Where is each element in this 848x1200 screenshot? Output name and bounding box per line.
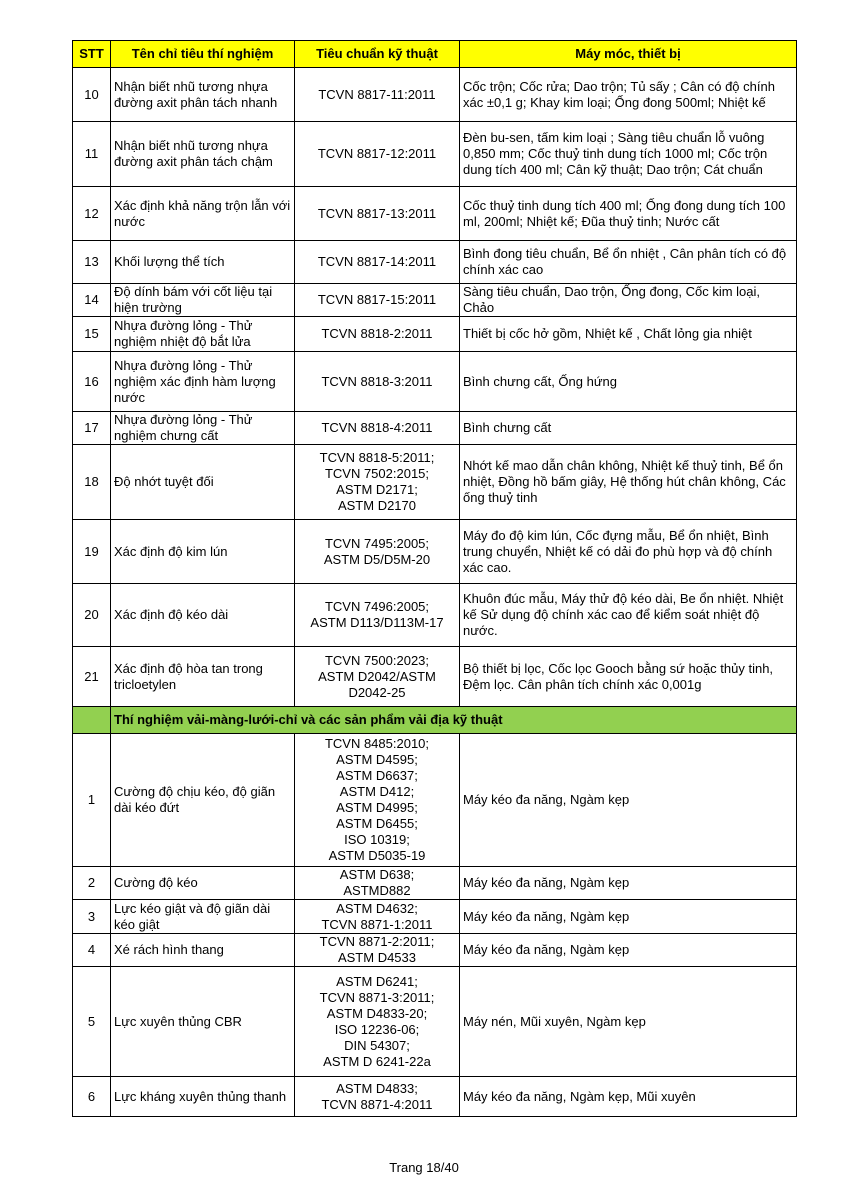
table-row <box>73 1077 797 1117</box>
table-row <box>73 584 797 647</box>
table-row <box>73 352 797 412</box>
table-row <box>73 284 797 317</box>
stt-cell: 6 <box>73 1077 111 1117</box>
test-name-cell: Xác định độ hòa tan trong tricloetylen <box>111 647 295 707</box>
stt-cell: 17 <box>73 412 111 445</box>
stt-cell: 20 <box>73 584 111 647</box>
equipment-cell: Thiết bị cốc hở gồm, Nhiệt kế , Chất lỏng gia nhiệt <box>460 317 797 352</box>
stt-cell: 2 <box>73 867 111 900</box>
test-name-cell: Xác định độ kéo dài <box>111 584 295 647</box>
equipment-cell: Máy kéo đa năng, Ngàm kẹp <box>460 734 797 867</box>
table-row <box>73 241 797 284</box>
stt-cell: 16 <box>73 352 111 412</box>
table-row <box>73 412 797 445</box>
page-number: Trang 18/40 <box>389 1160 459 1175</box>
stt-cell: 12 <box>73 187 111 241</box>
test-name-cell: Xác định khả năng trộn lẫn với nước <box>111 187 295 241</box>
test-name-cell: Lực kháng xuyên thủng thanh <box>111 1077 295 1117</box>
header-stt: STT <box>73 41 111 68</box>
standard-cell: TCVN 7500:2023; ASTM D2042/ASTM D2042-25 <box>295 647 460 707</box>
stt-cell: 13 <box>73 241 111 284</box>
test-name-cell: Độ nhớt tuyệt đối <box>111 445 295 520</box>
header-equipment: Máy móc, thiết bị <box>460 41 797 68</box>
test-name-cell: Nhựa đường lỏng - Thử nghiệm chưng cất <box>111 412 295 445</box>
standard-cell: ASTM D638; ASTMD882 <box>295 867 460 900</box>
test-name-cell: Nhận biết nhũ tương nhựa đường axit phân tách chậm <box>111 122 295 187</box>
equipment-cell: Khuôn đúc mẫu, Máy thử độ kéo dài, Be ổn nhiệt. Nhiệt kế Sử dụng độ chính xác cao để kiểm soát nhiệt độ nước. <box>460 584 797 647</box>
table-row <box>73 647 797 707</box>
table-row <box>73 967 797 1077</box>
standard-cell: TCVN 8817-14:2011 <box>295 241 460 284</box>
test-name-cell: Lực kéo giật và độ giãn dài kéo giật <box>111 900 295 934</box>
stt-cell: 14 <box>73 284 111 317</box>
section-stt-cell <box>73 707 111 734</box>
table-row <box>73 934 797 967</box>
stt-cell: 18 <box>73 445 111 520</box>
stt-cell: 21 <box>73 647 111 707</box>
standard-cell: ASTM D6241; TCVN 8871-3:2011; ASTM D4833-20; ISO 12236-06; DIN 54307; ASTM D 6241-22a <box>295 967 460 1077</box>
equipment-cell: Cốc thuỷ tinh dung tích 400 ml; Ống đong dung tích 100 ml, 200ml; Nhiệt kế; Đũa thuỷ tinh; Nước cất <box>460 187 797 241</box>
equipment-cell: Máy nén, Mũi xuyên, Ngàm kẹp <box>460 967 797 1077</box>
section-title: Thí nghiệm vải-màng-lưới-chỉ và các sản phẩm vải địa kỹ thuật <box>111 707 797 734</box>
standard-cell: TCVN 8871-2:2011; ASTM D4533 <box>295 934 460 967</box>
table-row <box>73 520 797 584</box>
table-body <box>73 68 797 1117</box>
equipment-cell: Máy kéo đa năng, Ngàm kẹp, Mũi xuyên <box>460 1077 797 1117</box>
stt-cell: 1 <box>73 734 111 867</box>
standard-cell: TCVN 8818-4:2011 <box>295 412 460 445</box>
equipment-table <box>72 40 797 1117</box>
test-name-cell: Nhựa đường lỏng - Thử nghiệm nhiệt độ bắt lửa <box>111 317 295 352</box>
standard-cell: TCVN 8818-5:2011; TCVN 7502:2015; ASTM D2171; ASTM D2170 <box>295 445 460 520</box>
stt-cell: 3 <box>73 900 111 934</box>
equipment-cell: Máy kéo đa năng, Ngàm kẹp <box>460 934 797 967</box>
equipment-cell: Bình đong tiêu chuẩn, Bể ổn nhiệt , Cân phân tích có độ chính xác cao <box>460 241 797 284</box>
standard-cell: TCVN 8818-2:2011 <box>295 317 460 352</box>
test-name-cell: Nhận biết nhũ tương nhựa đường axit phân tách nhanh <box>111 68 295 122</box>
table-row <box>73 445 797 520</box>
table-row <box>73 187 797 241</box>
standard-cell: ASTM D4632; TCVN 8871-1:2011 <box>295 900 460 934</box>
table-row <box>73 734 797 867</box>
table-row <box>73 317 797 352</box>
table-row <box>73 867 797 900</box>
equipment-cell: Bình chưng cất <box>460 412 797 445</box>
standard-cell: TCVN 8818-3:2011 <box>295 352 460 412</box>
equipment-cell: Bộ thiết bị lọc, Cốc lọc Gooch bằng sứ hoặc thủy tinh, Đệm lọc. Cân phân tích chính xác 0,001g <box>460 647 797 707</box>
test-name-cell: Cường độ kéo <box>111 867 295 900</box>
standard-cell: TCVN 7495:2005; ASTM D5/D5M-20 <box>295 520 460 584</box>
equipment-cell: Sàng tiêu chuẩn, Dao trộn, Ống đong, Cốc kim loại, Chảo <box>460 284 797 317</box>
stt-cell: 4 <box>73 934 111 967</box>
equipment-cell: Nhớt kế mao dẫn chân không, Nhiệt kế thuỷ tinh, Bể ổn nhiệt, Đồng hồ bấm giây, Hệ thống hút chân không, Các ống thuỷ tinh <box>460 445 797 520</box>
test-name-cell: Xé rách hình thang <box>111 934 295 967</box>
test-name-cell: Khối lượng thể tích <box>111 241 295 284</box>
standard-cell: TCVN 8485:2010; ASTM D4595; ASTM D6637; ASTM D412; ASTM D4995; ASTM D6455; ISO 10319; ASTM D5035-19 <box>295 734 460 867</box>
test-name-cell: Cường độ chịu kéo, độ giãn dài kéo đứt <box>111 734 295 867</box>
equipment-cell: Máy kéo đa năng, Ngàm kẹp <box>460 867 797 900</box>
table-header-row <box>73 41 797 68</box>
table-row <box>73 122 797 187</box>
stt-cell: 5 <box>73 967 111 1077</box>
equipment-cell: Đèn bu-sen, tấm kim loại ; Sàng tiêu chuẩn lỗ vuông 0,850 mm; Cốc thuỷ tinh dung tích 1000 ml; Cốc trộn dung tích 400 ml; Cân kỹ thuật; Dao trộn; Cát chuẩn <box>460 122 797 187</box>
header-test-name: Tên chỉ tiêu thí nghiệm <box>111 41 295 68</box>
standard-cell: TCVN 8817-12:2011 <box>295 122 460 187</box>
stt-cell: 11 <box>73 122 111 187</box>
table-row <box>73 68 797 122</box>
test-name-cell: Nhựa đường lỏng - Thử nghiệm xác định hàm lượng nước <box>111 352 295 412</box>
test-name-cell: Độ dính bám với cốt liệu tại hiện trường <box>111 284 295 317</box>
header-standard: Tiêu chuẩn kỹ thuật <box>295 41 460 68</box>
standard-cell: TCVN 8817-13:2011 <box>295 187 460 241</box>
table-row <box>73 900 797 934</box>
equipment-cell: Bình chưng cất, Ống hứng <box>460 352 797 412</box>
equipment-cell: Máy kéo đa năng, Ngàm kẹp <box>460 900 797 934</box>
section-row <box>73 707 797 734</box>
standard-cell: TCVN 8817-15:2011 <box>295 284 460 317</box>
equipment-cell: Máy đo độ kim lún, Cốc đựng mẫu, Bể ổn nhiệt, Bình trung chuyển, Nhiệt kế có dải đo phù hợp và độ chính xác cao. <box>460 520 797 584</box>
stt-cell: 10 <box>73 68 111 122</box>
test-name-cell: Xác định độ kim lún <box>111 520 295 584</box>
equipment-cell: Cốc trộn; Cốc rửa; Dao trộn; Tủ sấy ; Cân có độ chính xác ±0,1 g; Khay kim loại; Ống đong 500ml; Nhiệt kế <box>460 68 797 122</box>
stt-cell: 15 <box>73 317 111 352</box>
test-name-cell: Lực xuyên thủng CBR <box>111 967 295 1077</box>
standard-cell: TCVN 7496:2005; ASTM D113/D113M-17 <box>295 584 460 647</box>
standard-cell: ASTM D4833; TCVN 8871-4:2011 <box>295 1077 460 1117</box>
standard-cell: TCVN 8817-11:2011 <box>295 68 460 122</box>
stt-cell: 19 <box>73 520 111 584</box>
